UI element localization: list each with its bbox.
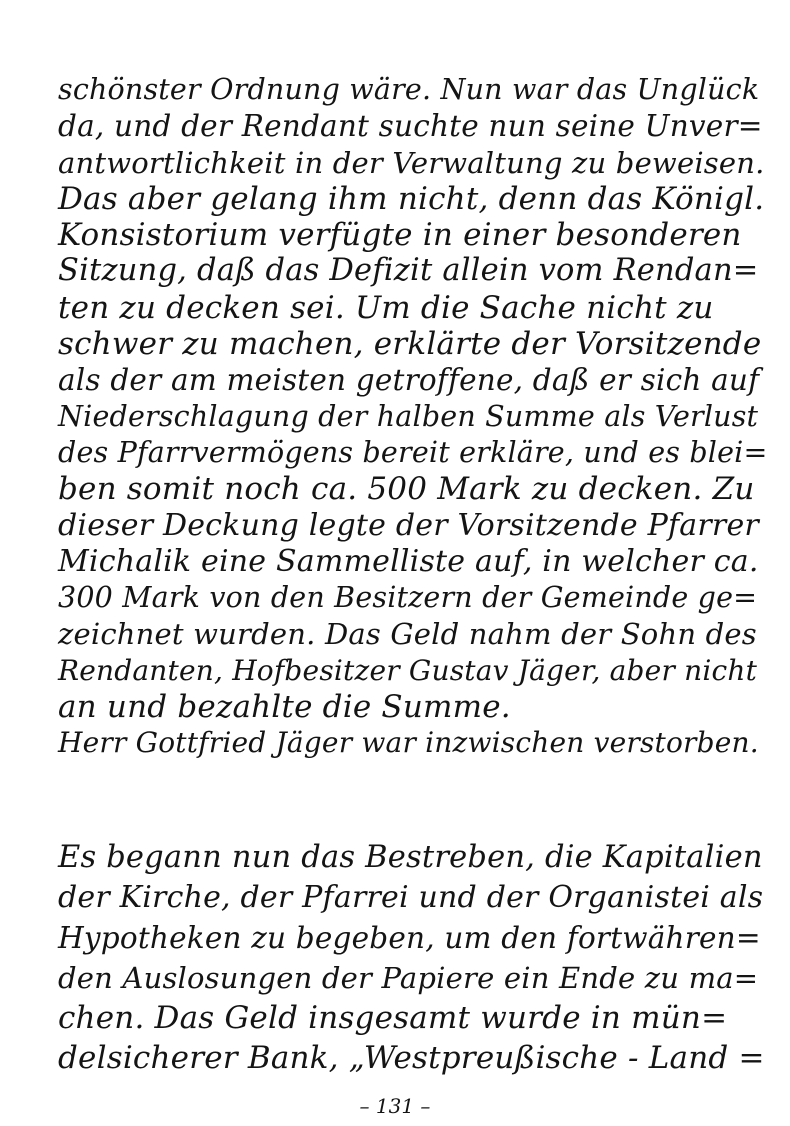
- text-line: Es begann nun das Bestreben, die Kapitalien: [58, 840, 763, 875]
- text-line: Konsistorium verfügte in einer besonderen: [58, 217, 742, 254]
- text-line: Michalik eine Sammelliste auf, in welcher ca.: [58, 543, 759, 579]
- paragraph-1: [58, 72, 768, 762]
- page-number: – 131 –: [359, 1094, 431, 1118]
- text-line: 300 Mark von den Besitzern der Gemeinde ge=: [58, 581, 758, 615]
- text-line: Sitzung, daß das Defizit allein vom Rendan=: [58, 253, 759, 289]
- text-line: ten zu decken sei. Um die Sache nicht zu: [58, 289, 714, 326]
- text-line: des Pfarrvermögens bereit erkläre, und es blei=: [58, 435, 768, 469]
- text-line: an und bezahlte die Summe.: [58, 689, 511, 726]
- text-line: als der am meisten getroffene, daß er sich auf: [58, 363, 760, 398]
- text-line: Hypotheken zu begeben, um den fortwähren=: [58, 921, 761, 955]
- text-line: zeichnet wurden. Das Geld nahm der Sohn des: [58, 617, 757, 652]
- text-line: Niederschlagung der halben Summe als Verlust: [58, 399, 759, 433]
- text-line: dieser Deckung legte der Vorsitzende Pfarrer: [58, 507, 759, 543]
- text-line: chen. Das Geld insgesamt wurde in mün=: [58, 1000, 728, 1036]
- text-line: antwortlichkeit in der Verwaltung zu beweisen.: [58, 145, 765, 180]
- text-line: den Auslosungen der Papiere ein Ende zu ma=: [58, 961, 759, 995]
- paragraph-2: [58, 838, 768, 1078]
- text-line: delsicherer Bank, „Westpreußische - Land =: [58, 1040, 765, 1076]
- text-line: schwer zu machen, erklärte der Vorsitzende: [58, 326, 762, 363]
- text-line: da, und der Rendant suchte nun seine Unver=: [58, 109, 763, 144]
- text-line: schönster Ordnung wäre. Nun war das Unglück: [58, 73, 760, 106]
- text-line: ben somit noch ca. 500 Mark zu decken. Zu: [58, 471, 755, 508]
- text-line: Rendanten, Hofbesitzer Gustav Jäger, aber nicht: [58, 653, 758, 687]
- text-line: Das aber gelang ihm nicht, denn das Königl.: [58, 180, 765, 217]
- text-line: der Kirche, der Pfarrei und der Organistei als: [58, 880, 764, 915]
- text-line: Herr Gottfried Jäger war inzwischen verstorben.: [58, 726, 759, 760]
